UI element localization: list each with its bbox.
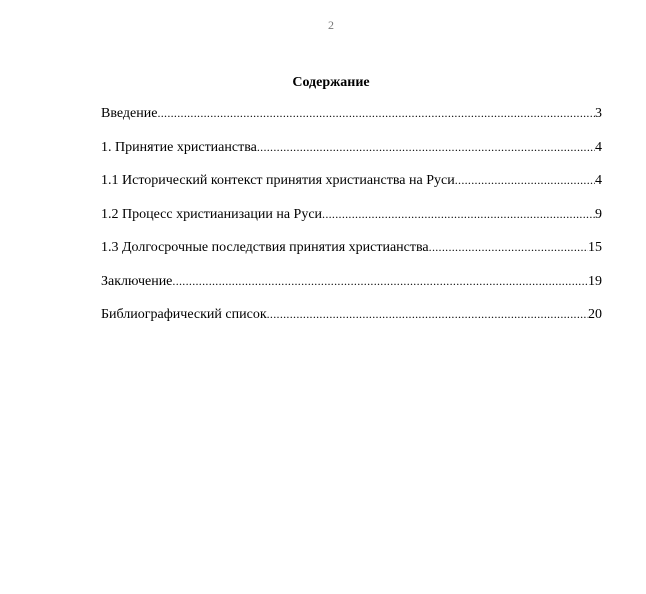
toc-entry-page: 9 <box>595 206 602 222</box>
toc-entry-section-1-3[interactable] <box>101 238 602 272</box>
toc-dot-leader <box>257 138 595 156</box>
toc-entry-label: Введение <box>101 106 158 121</box>
toc-entry-section-1-1[interactable] <box>101 171 602 205</box>
toc-dot-leader <box>172 272 588 290</box>
toc-entry-label: Заключение <box>101 273 173 289</box>
toc-title: Содержание <box>292 75 370 90</box>
toc-entry-section-1-2[interactable] <box>101 205 602 239</box>
toc-entry-introduction[interactable] <box>101 104 602 138</box>
toc-dot-leader <box>322 205 595 223</box>
toc-entry-label: Библиографический список <box>101 307 267 322</box>
toc-entry-page: 4 <box>595 139 602 155</box>
toc-entry-page: 4 <box>595 173 602 188</box>
toc-dot-leader <box>429 238 588 256</box>
toc-dot-leader <box>157 104 595 122</box>
toc-entry-label: 1.1 Исторический контекст принятия христианства на Руси <box>101 173 455 188</box>
toc-entry-page: 19 <box>588 273 602 289</box>
page-number: 2 <box>328 18 334 32</box>
toc-entry-page: 3 <box>595 106 602 121</box>
toc-entry-page: 15 <box>588 240 602 255</box>
toc-dot-leader <box>455 171 595 189</box>
toc-entry-section-1[interactable] <box>101 138 602 172</box>
toc-entry-label: 1.2 Процесс христианизации на Руси <box>101 206 323 222</box>
toc-entry-label: 1.3 Долгосрочные последствия принятия христианства <box>101 240 429 255</box>
toc-dot-leader <box>267 305 588 323</box>
toc-entry-label: 1. Принятие христианства <box>101 139 257 155</box>
toc-entry-conclusion[interactable] <box>101 272 602 306</box>
table-of-contents <box>101 104 602 339</box>
toc-entry-page: 20 <box>588 307 602 322</box>
toc-entry-bibliography[interactable] <box>101 305 602 339</box>
